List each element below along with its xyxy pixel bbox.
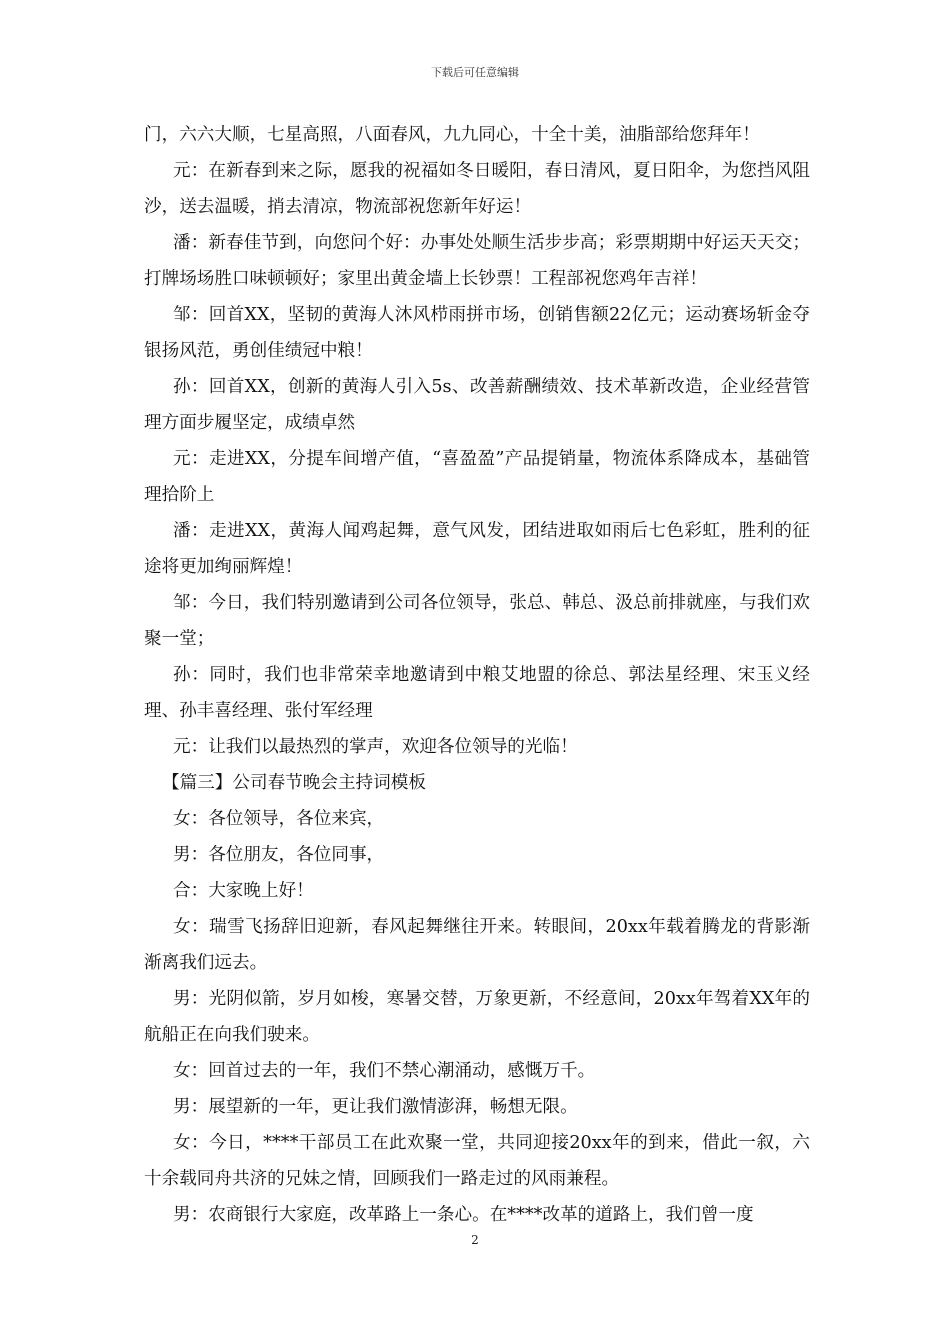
paragraph: 孙：同时，我们也非常荣幸地邀请到中粮艾地盟的徐总、郭法星经理、宋玉义经理、孙丰喜经理、张付军经理 (144, 665, 810, 721)
paragraph: 潘：走进XX，黄海人闻鸡起舞，意气风发，团结进取如雨后七色彩虹，胜利的征途将更加绚丽辉煌！ (144, 521, 810, 577)
paragraph: 男：农商银行大家庭，改革路上一条心。在****改革的道路上，我们曾一度 (173, 1205, 754, 1225)
paragraph: 男：光阴似箭，岁月如梭，寒暑交替，万象更新，不经意间，20xx年驾着XX年的航船正在向我们驶来。 (144, 989, 810, 1045)
paragraph: 门，六六大顺，七星高照，八面春风，九九同心，十全十美，油脂部给您拜年！ (144, 125, 760, 145)
section-title: 【篇三】公司春节晚会主持词模板 (162, 773, 426, 793)
paragraph: 女：各位领导，各位来宾， (173, 809, 385, 829)
paragraph: 邹：今日，我们特别邀请到公司各位领导，张总、韩总、汲总前排就座，与我们欢聚一堂； (144, 593, 810, 649)
document-body (144, 117, 810, 1233)
paragraph: 合：大家晚上好！ (173, 881, 314, 901)
page-header (0, 66, 950, 80)
page-footer (0, 1233, 950, 1247)
paragraph: 女：回首过去的一年，我们不禁心潮涌动，感慨万千。 (173, 1061, 596, 1081)
paragraph: 元：在新春到来之际，愿我的祝福如冬日暖阳，春日清风，夏日阳伞，为您挡风阻沙，送去温暖，捎去清凉，物流部祝您新年好运！ (144, 161, 810, 217)
paragraph: 女：今日，****干部员工在此欢聚一堂，共同迎接20xx年的到来，借此一叙，六十余载同舟共济的兄妹之情，回顾我们一路走过的风雨兼程。 (144, 1133, 810, 1189)
page-number: 2 (471, 1233, 479, 1247)
header-text: 下载后可任意编辑 (431, 66, 519, 79)
paragraph: 孙：回首XX，创新的黄海人引入5s、改善薪酬绩效、技术革新改造，企业经营管理方面步履坚定，成绩卓然 (144, 377, 810, 433)
paragraph: 女：瑞雪飞扬辞旧迎新，春风起舞继往开来。转眼间，20xx年载着腾龙的背影渐渐离我们远去。 (144, 917, 810, 973)
paragraph: 潘：新春佳节到，向您问个好：办事处处顺生活步步高；彩票期期中好运天天交；打牌场场胜口味顿顿好；家里出黄金墙上长钞票！工程部祝您鸡年吉祥！ (144, 233, 810, 289)
paragraph: 邹：回首XX，坚韧的黄海人沐风栉雨拼市场，创销售额22亿元；运动赛场斩金夺银扬风范，勇创佳绩冠中粮！ (144, 305, 810, 361)
paragraph: 元：让我们以最热烈的掌声，欢迎各位领导的光临！ (173, 737, 578, 757)
paragraph: 男：展望新的一年，更让我们激情澎湃，畅想无限。 (173, 1097, 578, 1117)
paragraph: 元：走进XX，分提车间增产值，“喜盈盈”产品提销量，物流体系降成本，基础管理拾阶上 (144, 449, 810, 505)
paragraph: 男：各位朋友，各位同事， (173, 845, 385, 865)
